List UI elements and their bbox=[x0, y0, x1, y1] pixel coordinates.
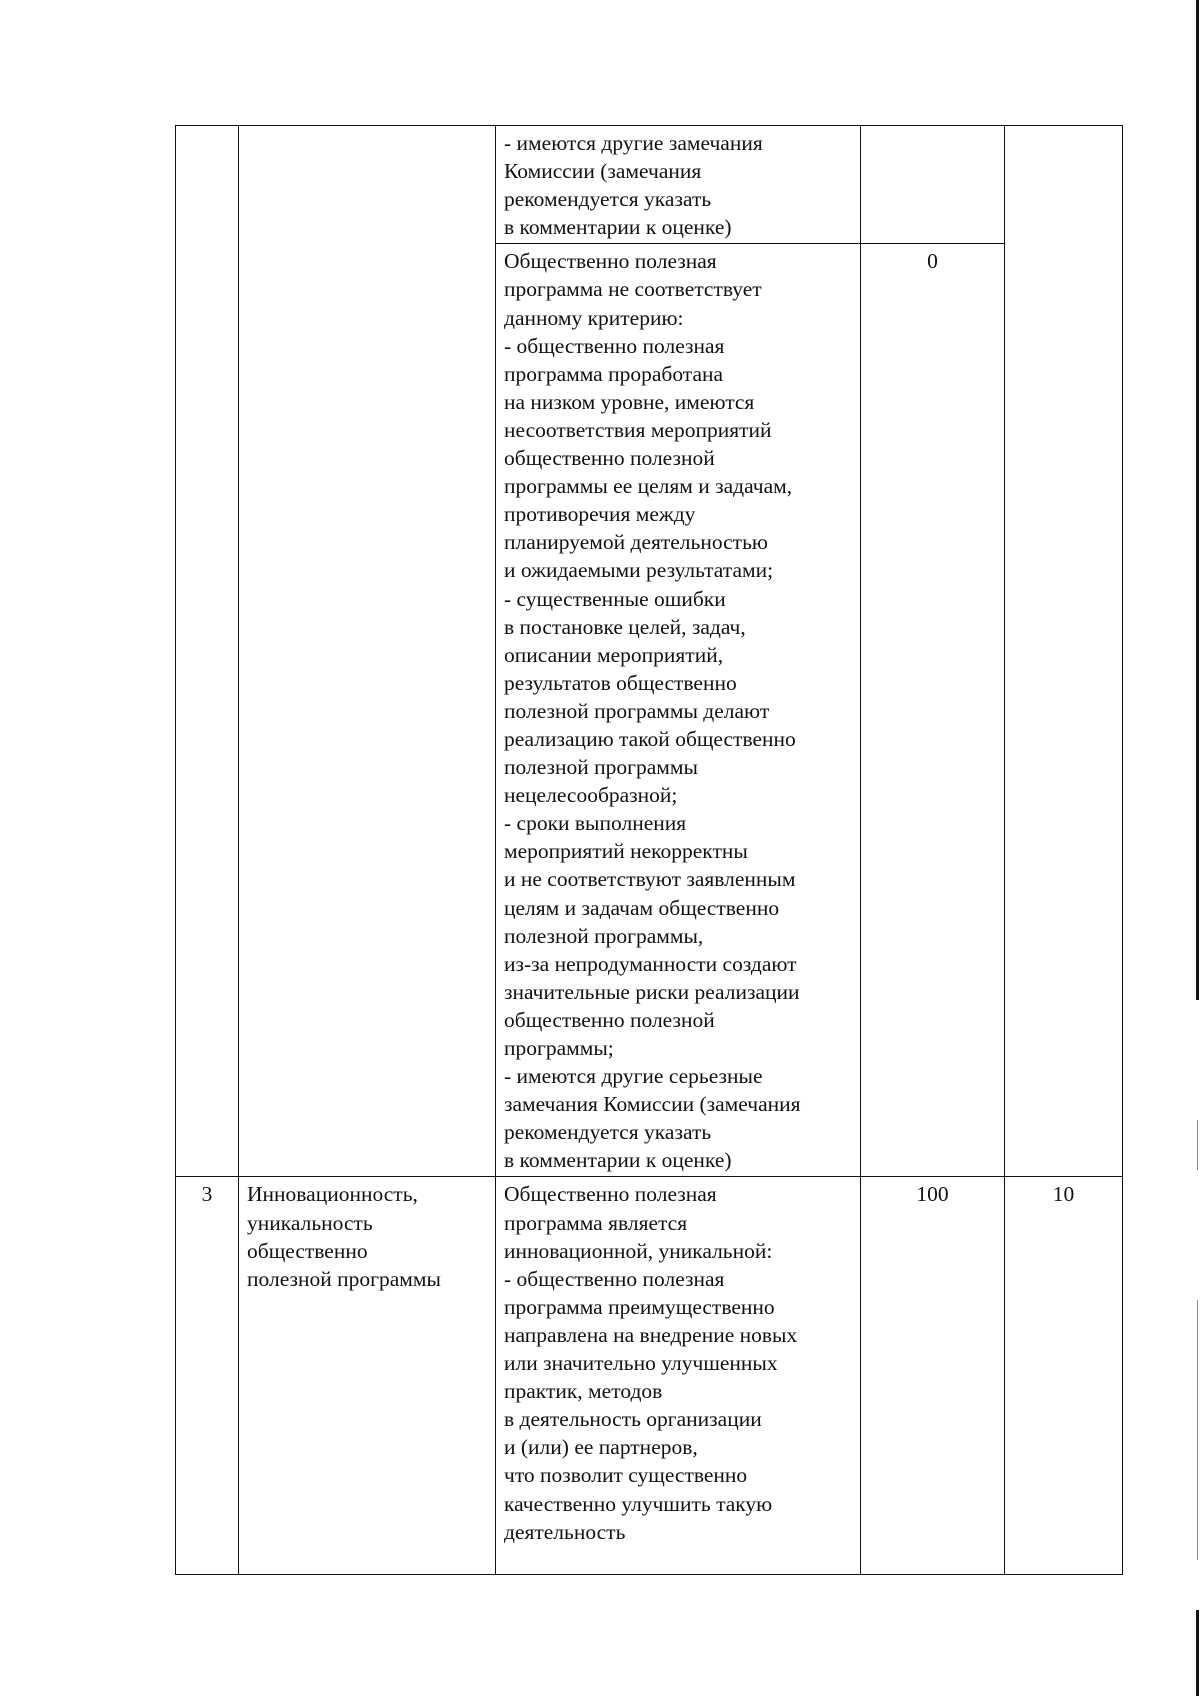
table-row-3 bbox=[176, 1177, 1123, 1574]
cell-spacer bbox=[496, 1548, 860, 1574]
weight-value: 10 bbox=[1052, 1182, 1075, 1207]
cell-description bbox=[496, 1177, 861, 1574]
row-number: 3 bbox=[201, 1182, 213, 1207]
criterion-text: Инновационность, уникальность общественно полезной программы bbox=[247, 1182, 441, 1291]
score-value: 100 bbox=[916, 1182, 949, 1207]
cell-number bbox=[176, 126, 239, 1177]
cell-description bbox=[496, 126, 861, 244]
cell-weight bbox=[1005, 1177, 1123, 1574]
criteria-table bbox=[175, 125, 1123, 1575]
cell-criterion bbox=[239, 126, 496, 1177]
description-text: Общественно полезная программа не соответствует данному критерию: - общественно полезная программа проработана на низком уровне, имеются несоответствия мероприятий общественно полезной программы ее целям и задачам, противоречия между планируемой деятельностью и ожидаемыми результатами; - существенные ошибки в постановке целей, задач, описании мероприятий, результатов общественно полезной программы делают реализацию такой общественно полезной программы нецелесообразной; - сроки выполнения мероприятий некорректны и не соответствуют заявленным целям и задачам общественно полезной программы, из-за непродуманности создают значительные риски реализации общественно полезной программы; - имеются другие серьезные замечания Комиссии (замечания рекомендуется указать в комментарии к оценке) bbox=[504, 249, 801, 1173]
scan-edge-line-top bbox=[1196, 0, 1199, 1000]
cell-score bbox=[861, 1177, 1005, 1574]
scan-edge-line-bottom bbox=[1196, 1610, 1199, 1696]
cell-score bbox=[861, 126, 1005, 244]
cell-number bbox=[176, 1177, 239, 1574]
cell-weight bbox=[1005, 126, 1123, 1177]
cell-description bbox=[496, 244, 861, 1177]
description-text: - имеются другие замечания Комиссии (замечания рекомендуется указать в комментарии к оценке) bbox=[504, 131, 763, 240]
cell-criterion bbox=[239, 1177, 496, 1574]
cell-score bbox=[861, 244, 1005, 1177]
table-row-continuation-a bbox=[176, 126, 1123, 244]
scan-edge-line-mid bbox=[1197, 1120, 1198, 1170]
description-text: Общественно полезная программа является инновационной, уникальной: - общественно полезная программа преимущественно направлена на внедрение новых или значительно улучшенных практик, методов в деятельность организации и (или) ее партнеров, что позволит существенно качественно улучшить такую деятельность bbox=[504, 1182, 798, 1544]
scan-edge-dashes bbox=[1197, 1300, 1198, 1560]
score-value: 0 bbox=[927, 249, 938, 274]
